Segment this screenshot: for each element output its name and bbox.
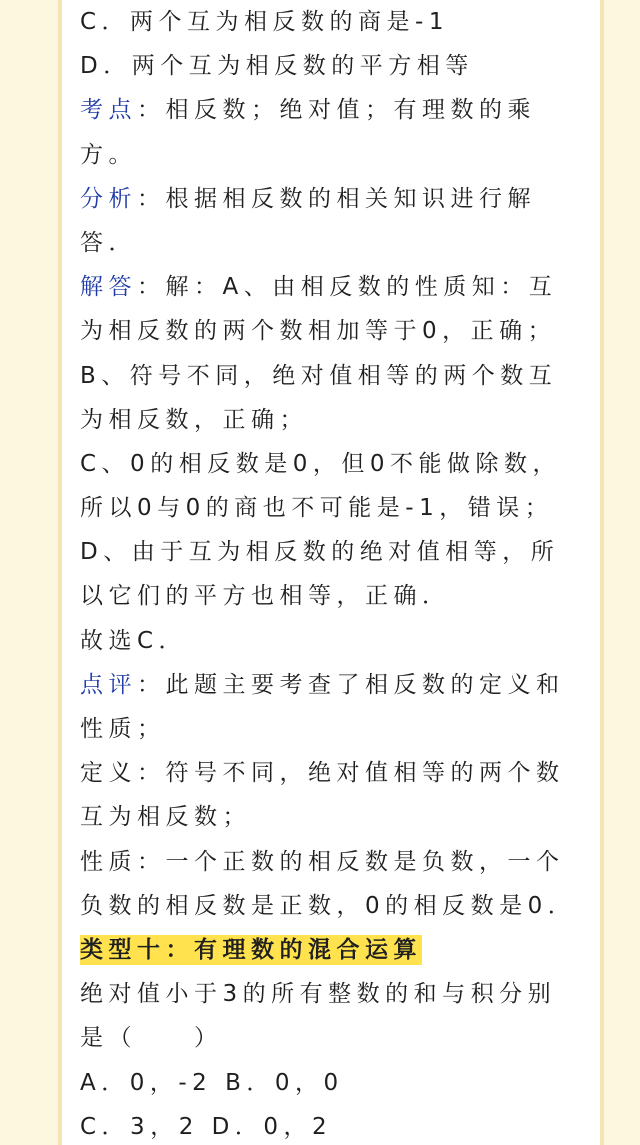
- line-text: 是（ ）: [80, 1025, 223, 1052]
- text-line: [80, 309, 564, 353]
- text-line: [80, 88, 564, 132]
- text-line: [80, 0, 564, 44]
- text-line: [80, 1016, 564, 1060]
- text-line: [80, 530, 564, 574]
- text-line: [80, 486, 564, 530]
- line-text: 所以0与0的商也不可能是-1，错误；: [80, 495, 554, 522]
- line-text: B、符号不同，绝对值相等的两个数互: [80, 362, 558, 389]
- text-line: [80, 265, 564, 309]
- section-label: 分析: [80, 185, 137, 212]
- text-line: [80, 354, 564, 398]
- text-line: [80, 1061, 564, 1105]
- text-line: [80, 1105, 564, 1145]
- text-line: [80, 840, 564, 884]
- line-text: A．0，-2 B．0，0: [80, 1069, 344, 1096]
- line-text: C．3，2 D．0，2: [80, 1113, 333, 1140]
- line-text: ：根据相反数的相关知识进行解: [137, 185, 536, 212]
- section-label: 解答: [80, 274, 137, 301]
- line-text: 为相反数的两个数相加等于0，正确；: [80, 318, 557, 345]
- section-label: 点评: [80, 671, 137, 698]
- text-line: [80, 884, 577, 928]
- line-text: 性质；: [80, 716, 166, 742]
- line-text: 答．: [80, 229, 137, 256]
- line-text: C．两个互为相反数的商是-1: [80, 9, 449, 35]
- text-line: [80, 177, 564, 221]
- text-line: [80, 133, 564, 177]
- line-text: D．两个互为相反数的平方相等: [80, 53, 474, 80]
- section-label: 考点: [80, 97, 137, 124]
- text-line: [80, 795, 564, 839]
- left-margin: [0, 0, 58, 1145]
- text-line: [80, 928, 564, 972]
- line-text: ：此题主要考查了相反数的定义和: [137, 671, 565, 698]
- text-line: [80, 221, 564, 265]
- text-line: [80, 663, 564, 707]
- text-line: [80, 574, 564, 618]
- text-line: [80, 707, 564, 751]
- line-text: 绝对值小于3的所有整数的和与积分别: [80, 981, 557, 1008]
- right-margin: [604, 0, 640, 1145]
- line-text: 以它们的平方也相等，正确．: [80, 583, 451, 610]
- text-line: [80, 751, 564, 795]
- line-text: 方。: [80, 141, 137, 168]
- line-text: 互为相反数；: [80, 804, 251, 831]
- text-line: [80, 442, 564, 486]
- line-text: 定义：符号不同，绝对值相等的两个数: [80, 760, 565, 787]
- line-text: ：解：A、由相反数的性质知：互: [137, 274, 558, 301]
- section-heading-highlight: 类型十：有理数的混合运算: [80, 936, 422, 963]
- line-text: ：相反数；绝对值；有理数的乘: [137, 97, 536, 124]
- line-text: 性质：一个正数的相反数是负数，一个: [80, 848, 565, 875]
- text-line: [80, 398, 564, 442]
- line-text: 为相反数，正确；: [80, 406, 308, 433]
- text-line: [80, 44, 564, 88]
- line-text: 故选C．: [80, 627, 188, 654]
- line-text: D、由于互为相反数的绝对值相等，所: [80, 539, 560, 566]
- text-line: [80, 619, 564, 663]
- line-text: 负数的相反数是正数，0的相反数是0．: [80, 892, 577, 919]
- article-text: [80, 0, 577, 1145]
- line-text: C、0的相反数是0，但0不能做除数，: [80, 450, 561, 477]
- text-line: [80, 972, 564, 1016]
